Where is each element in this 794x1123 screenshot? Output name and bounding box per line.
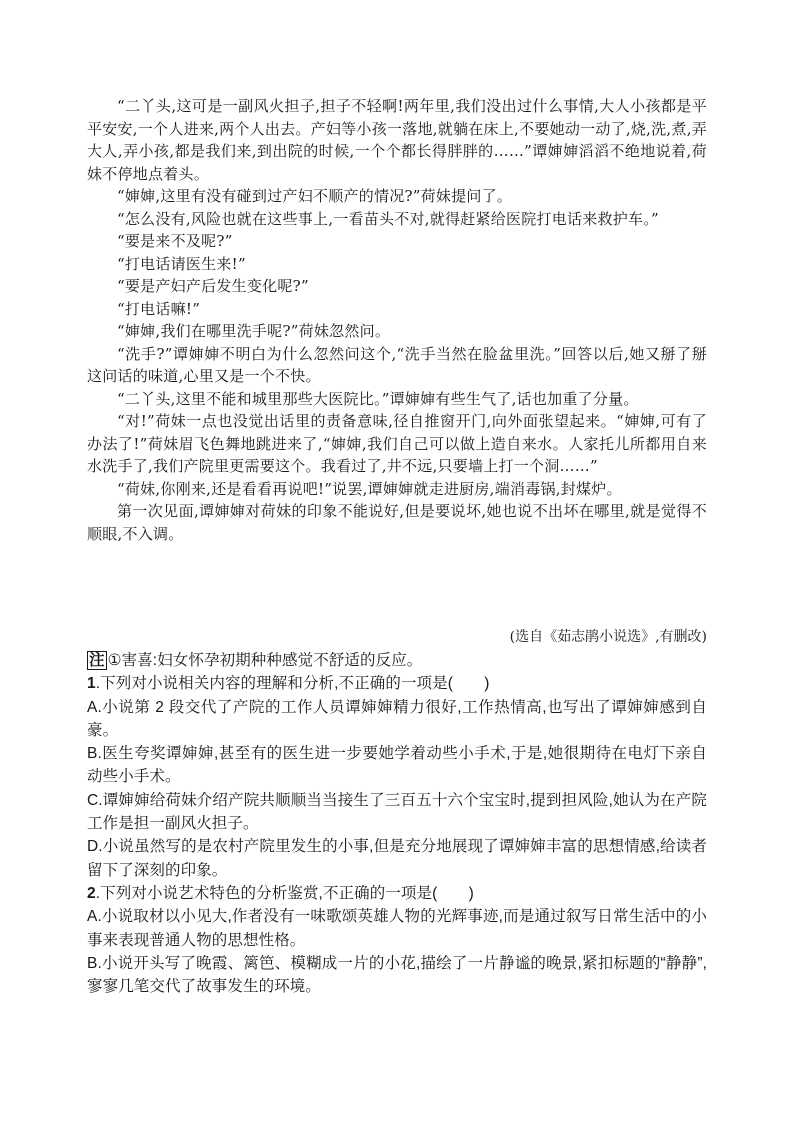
story-paragraph: “二丫头,这可是一副风火担子,担子不轻啊!两年里,我们没出过什么事情,大人小孩都是平平安安,一个人进来,两个人出去。产妇等小孩一落地,就躺在床上,不要她动一动了,烧,洗,煮,弄大人,弄小孩,都是我们来,到出院的时候,一个个都长得胖胖的……”谭婶婶滔滔不绝地说着,荷妹不停地点着头。	[87, 97, 707, 183]
note-badge: 注	[89, 652, 105, 669]
question-2-option-b: B.小说开头写了晚霞、篱笆、模糊成一片的小花,描绘了一片静谧的晚景,紧扣标题的“静静”,寥寥几笔交代了故事发生的环境。	[87, 954, 707, 996]
footnote	[87, 649, 707, 672]
question-2-stem	[87, 882, 707, 905]
question-text: .下列对小说相关内容的理解和分析,不正确的一项是( )	[95, 675, 490, 693]
story-paragraph: “婶婶,我们在哪里洗手呢?”荷妹忽然问。	[117, 322, 391, 340]
story-paragraph: “对!”荷妹一点也没觉出话里的责备意味,径自推窗开门,向外面张望起来。“婶婶,可有了办法了!”荷妹眉飞色舞地跳进来了,“婶婶,我们自己可以做上造自来水。人家托儿所都用自来水洗手了,我们产院里更需要这个。我看过了,井不远,只要墙上打一个洞……”	[87, 412, 707, 475]
questions-section	[87, 649, 707, 998]
story-paragraph: “荷妹,你刚来,还是看看再说吧!”说罢,谭婶婶就走进厨房,端消毒锅,封煤炉。	[117, 479, 622, 498]
question-number: 2	[87, 884, 96, 902]
note-text: ①害喜:妇女怀孕初期种种感觉不舒适的反应。	[107, 652, 423, 669]
question-1-option-c: C.谭婶婶给荷妹介绍产院共顺顺当当接生了三百五十六个宝宝时,提到担风险,她认为在产院工作是担一副风火担子。	[87, 791, 707, 833]
story-paragraph: 第一次见面,谭婶婶对荷妹的印象不能说好,但是要说坏,她也说不出坏在哪里,就是觉得不顺眼,不入调。	[87, 502, 707, 543]
question-1-option-b: B.医生夸奖谭婶婶,甚至有的医生进一步要她学着动些小手术,于是,她很期待在电灯下亲自动些小手术。	[87, 745, 707, 786]
story-paragraph: “洗手?”谭婶婶不明白为什么忽然问这个,“洗手当然在脸盆里洗。”回答以后,她又掰了掰这问话的味道,心里又是一个不快。	[87, 344, 707, 385]
question-1-option-a: A.小说第 2 段交代了产院的工作人员谭婶婶精力很好,工作热情高,也写出了谭婶婶感到自豪。	[87, 698, 707, 739]
question-text: .下列对小说艺术特色的分析鉴赏,不正确的一项是( )	[95, 884, 474, 902]
source-citation: (选自《茹志鹃小说选》,有删改)	[509, 629, 707, 645]
story-paragraph: “要是来不及呢?”	[117, 232, 233, 250]
story-paragraph: “要是产妇产后发生变化呢?”	[117, 277, 309, 295]
question-1-stem	[87, 672, 707, 695]
question-1-option-d: D.小说虽然写的是农村产院里发生的小事,但是充分地展现了谭婶婶丰富的思想情感,给读者留下了深刻的印象。	[87, 838, 707, 879]
question-2-option-a: A.小说取材以小见大,作者没有一味歌颂英雄人物的光辉事迹,而是通过叙写日常生活中的小事来表现普通人物的思想性格。	[87, 908, 707, 949]
story-excerpt	[87, 95, 707, 545]
question-number: 1	[87, 675, 96, 693]
story-paragraph: “怎么没有,风险也就在这些事上,一看苗头不对,就得赶紧给医院打电话来救护车。”	[117, 209, 659, 228]
story-paragraph: “打电话请医生来!”	[117, 254, 246, 273]
story-paragraph: “打电话嘛!”	[117, 299, 201, 318]
story-paragraph: “婶婶,这里有没有碰到过产妇不顺产的情况?”荷妹提问了。	[117, 187, 513, 205]
story-paragraph: “二丫头,这里不能和城里那些大医院比。”谭婶婶有些生气了,话也加重了分量。	[117, 389, 639, 408]
